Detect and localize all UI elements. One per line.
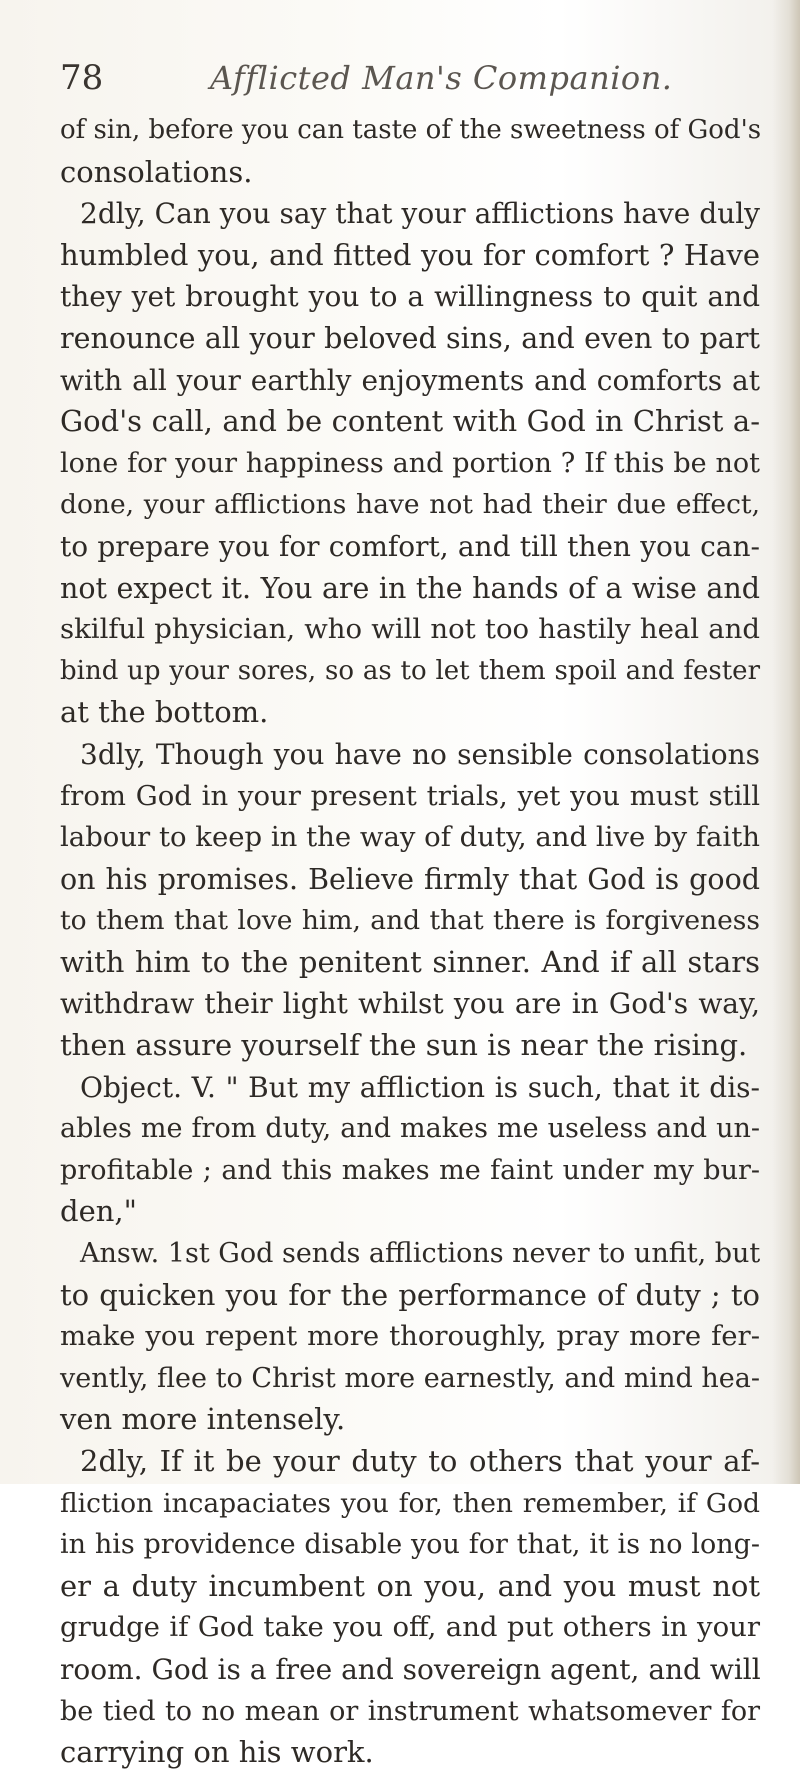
text-line: Answ. 1st God sends afflictions never to unfit, but xyxy=(80,1238,761,1270)
text-line: lone for your happiness and portion ? If this be not xyxy=(60,447,760,479)
text-line: not expect it. You are in the hands of a wise and xyxy=(60,571,760,605)
text-line: with all your earthly enjoyments and comforts at xyxy=(60,363,760,397)
text-line: 2dly, Can you say that your afflictions have duly xyxy=(80,197,760,231)
text-line: renounce all your beloved sins, and even to part xyxy=(60,321,760,355)
text-line: den," xyxy=(60,1194,137,1229)
text-line: consolations. xyxy=(60,154,253,189)
text-line: make you repent more thoroughly, pray more fer- xyxy=(60,1320,760,1353)
page-edge-shadow xyxy=(772,0,800,1484)
text-line: be tied to no mean or instrument whatsomever for xyxy=(60,1695,760,1727)
text-line: vently, flee to Christ more earnestly, and mind hea- xyxy=(60,1362,760,1394)
text-line: withdraw their light whilst you are in God's way, xyxy=(60,987,760,1021)
text-line: humbled you, and fitted you for comfort ? Have xyxy=(60,237,760,272)
text-line: to them that love him, and that there is forgiveness xyxy=(60,905,760,937)
text-line: in his providence disable you for that, it is no long- xyxy=(60,1529,760,1561)
text-line: with him to the penitent sinner. And if all stars xyxy=(60,944,760,979)
text-line: profitable ; and this makes me faint under my bur- xyxy=(60,1154,760,1186)
text-line: fliction incapaciates you for, then remember, if God xyxy=(60,1487,760,1519)
text-line: ables me from duty, and makes me useless and un- xyxy=(60,1113,760,1145)
text-line: to quicken you for the performance of duty ; to xyxy=(60,1277,760,1312)
text-line: Object. V. " But my affliction is such, that it dis- xyxy=(80,1070,760,1104)
text-line: 3dly, Though you have no sensible consolations xyxy=(80,737,760,771)
body-text xyxy=(60,110,760,1774)
text-line: they yet brought you to a willingness to quit and xyxy=(60,280,760,314)
text-line: skilful physician, who will not too hastily heal and xyxy=(60,613,760,646)
text-line: God's call, and be content with God in Christ a- xyxy=(60,404,760,439)
page-header xyxy=(60,50,750,106)
text-line: at the bottom. xyxy=(60,695,269,730)
text-line: to prepare you for comfort, and till then you can- xyxy=(60,529,760,563)
text-line: done, your afflictions have not had their due effect, xyxy=(60,489,760,521)
text-line: on his promises. Believe firmly that God is good xyxy=(60,862,760,896)
text-line: then assure yourself the sun is near the rising. xyxy=(60,1028,748,1063)
text-line: room. God is a free and sovereign agent, and will xyxy=(60,1652,761,1686)
text-line: 2dly, If it be your duty to others that your af- xyxy=(80,1444,760,1478)
text-line: carrying on his work. xyxy=(60,1735,374,1770)
text-line: bind up your sores, so as to let them spoil and fester xyxy=(60,655,760,686)
text-line: grudge if God take you off, and put others in your xyxy=(60,1611,760,1644)
running-title: Afflicted Man's Companion. xyxy=(210,59,673,97)
text-line: er a duty incumbent on you, and you must not xyxy=(60,1568,760,1603)
text-line: from God in your present trials, yet you must still xyxy=(60,779,760,812)
text-line: labour to keep in the way of duty, and live by faith xyxy=(60,821,760,854)
page-number: 78 xyxy=(60,58,104,98)
text-line: ven more intensely. xyxy=(60,1402,346,1437)
text-line: of sin, before you can taste of the sweetness of God's xyxy=(60,115,762,145)
